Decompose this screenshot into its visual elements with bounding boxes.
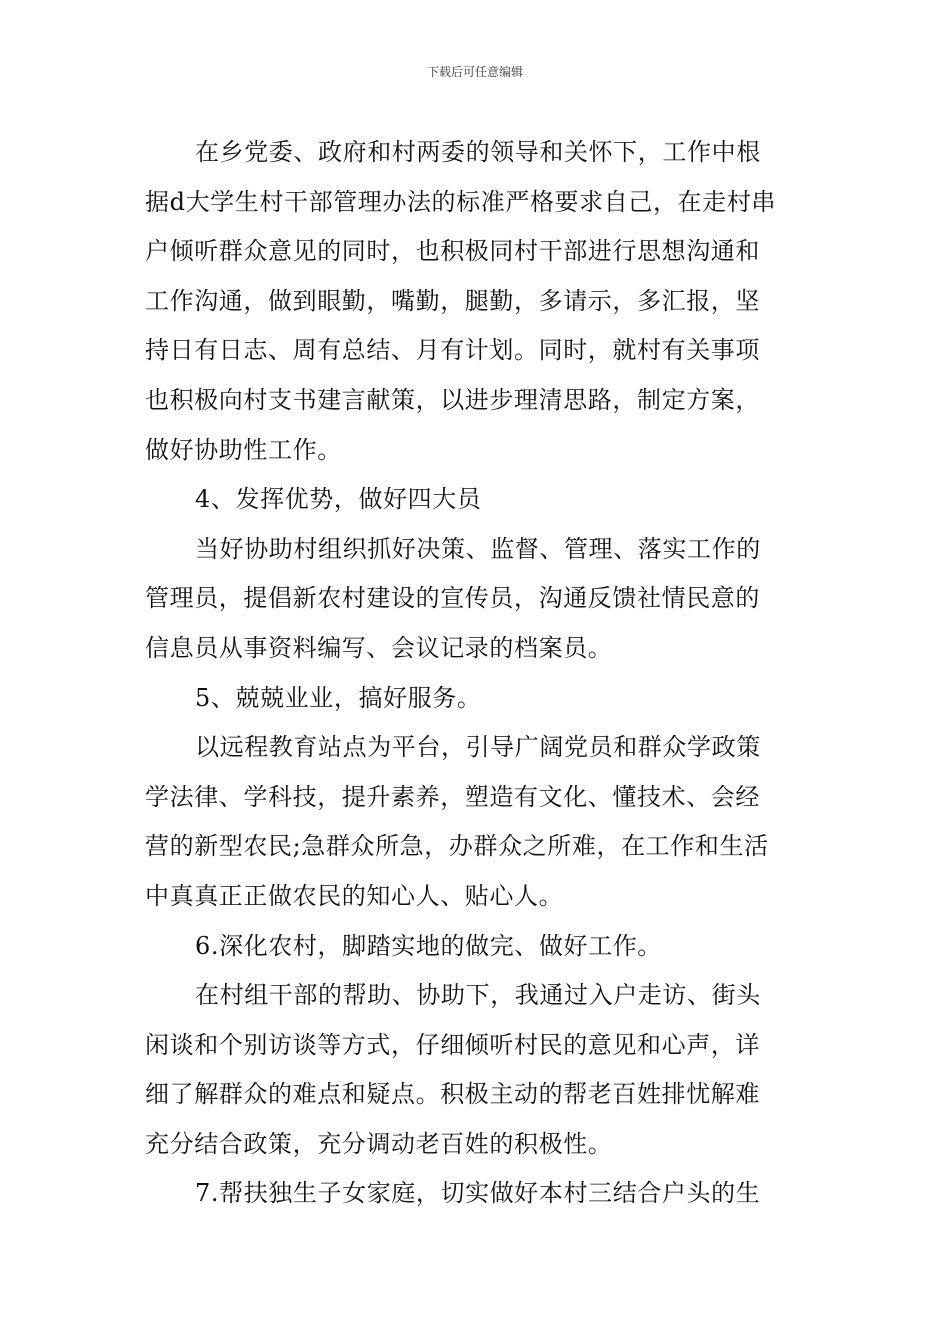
text-line: 在村组干部的帮助、协助下，我通过入户走访、街头 — [195, 981, 761, 1010]
text-line: 户倾听群众意见的同时，也积极同村干部进行思想沟通和 — [145, 237, 760, 266]
text-line: 学法律、学科技，提升素养，塑造有文化、懂技术、会经 — [145, 782, 760, 811]
page-header: 下载后可任意编辑 — [426, 65, 523, 79]
section-heading: 4、发挥优势，做好四大员 — [195, 485, 482, 514]
section-heading: 5、兢兢业业，搞好服务。 — [195, 683, 482, 712]
text-line: 也积极向村支书建言献策，以进步理清思路，制定方案， — [145, 385, 760, 414]
text-line: 闲谈和个别访谈等方式，仔细倾听村民的意见和心声，详 — [145, 1030, 760, 1059]
text-line: 管理员，提倡新农村建设的宣传员，沟通反馈社情民意的 — [145, 584, 760, 613]
text-line: 充分结合政策，充分调动老百姓的积极性。 — [145, 1129, 613, 1158]
text-line: 据d大学生村干部管理办法的标准严格要求自己，在走村串 — [145, 187, 776, 216]
text-line: 细了解群众的难点和疑点。积极主动的帮老百姓排忧解难 — [145, 1080, 760, 1109]
text-line: 信息员从事资料编写、会议记录的档案员。 — [145, 633, 613, 662]
section-heading: 7.帮扶独生子女家庭，切实做好本村三结合户头的生 — [195, 1179, 761, 1208]
text-line: 中真真正正做农民的知心人、贴心人。 — [145, 881, 564, 910]
text-line: 做好协助性工作。 — [145, 435, 342, 464]
text-line: 以远程教育站点为平台，引导广阔党员和群众学政策 — [195, 733, 761, 762]
text-line: 工作沟通，做到眼勤，嘴勤，腿勤，多请示，多汇报，坚 — [145, 286, 760, 315]
section-heading: 6.深化农村，脚踏实地的做完、做好工作。 — [195, 931, 662, 960]
document-body — [145, 128, 807, 1219]
text-line: 当好协助村组织抓好决策、监督、管理、落实工作的 — [195, 534, 761, 563]
text-line: 营的新型农民;急群众所急，办群众之所难，在工作和生活 — [145, 832, 769, 861]
text-line: 在乡党委、政府和村两委的领导和关怀下，工作中根 — [195, 138, 761, 166]
text-line: 持日有日志、周有总结、月有计划。同时，就村有关事项 — [145, 336, 760, 365]
